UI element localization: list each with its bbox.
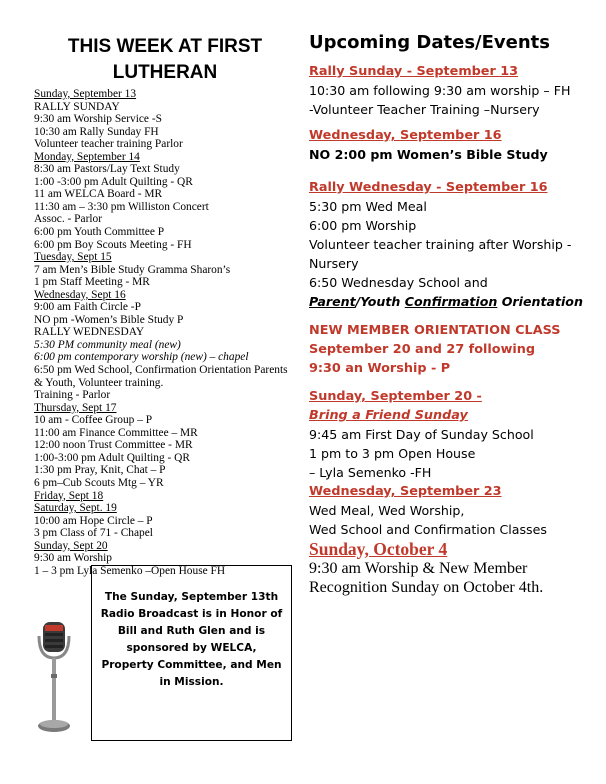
event-line: Recognition Sunday on October 4th. xyxy=(309,579,544,596)
schedule-entry: 1:00-3:00 pm Adult Quilting - QR xyxy=(34,451,190,464)
event-heading: Rally Wednesday - September 16 xyxy=(309,180,548,195)
schedule-entry: 9:00 am Faith Circle -P xyxy=(34,301,141,314)
event-line: 9:30 am Worship & New Member xyxy=(309,560,528,577)
event-heading: Rally Sunday - September 13 xyxy=(309,64,519,79)
event-line: 5:30 pm Wed Meal xyxy=(309,199,427,214)
schedule-entry: 1:00 -3:00 pm Adult Quilting - QR xyxy=(34,175,193,188)
schedule-entry: Volunteer teacher training Parlor xyxy=(34,138,183,151)
schedule-day-heading: Sunday, Sept 20 xyxy=(34,539,108,552)
event-heading: Sunday, September 20 - xyxy=(309,389,482,404)
event-line: 9:30 an Worship - P xyxy=(309,361,451,376)
event-wed-sep23 xyxy=(309,482,601,539)
weekly-schedule xyxy=(34,88,304,577)
microphone-icon xyxy=(34,622,74,734)
this-week-title xyxy=(30,34,300,86)
event-line: Volunteer teacher training after Worship - xyxy=(309,237,572,252)
event-subheading: Bring a Friend Sunday xyxy=(309,408,468,423)
schedule-day-heading: Friday, Sept 18 xyxy=(34,489,104,502)
schedule-entry: 11 am WELCA Board - MR xyxy=(34,188,163,201)
event-line: September 20 and 27 following xyxy=(309,342,536,357)
radio-box-line: Bill and Ruth Glen and is xyxy=(117,625,266,637)
radio-box-line: in Mission. xyxy=(159,676,224,688)
confirmation-word: Confirmation xyxy=(404,294,498,309)
schedule-day-heading: Saturday, Sept. 19 xyxy=(34,502,117,515)
event-heading: Wednesday, September 23 xyxy=(309,484,502,499)
schedule-entry: 11:00 am Finance Committee – MR xyxy=(34,426,198,439)
event-sun-sep20 xyxy=(309,387,601,482)
radio-broadcast-box xyxy=(91,565,292,741)
schedule-entry: 10 am - Coffee Group – P xyxy=(34,414,153,427)
event-wed-sep16 xyxy=(309,126,601,164)
schedule-entry: 9:30 am Worship Service -S xyxy=(34,113,162,126)
schedule-entry: 5:30 PM community meal (new) xyxy=(34,338,181,351)
schedule-entry: 6:00 pm Boy Scouts Meeting - FH xyxy=(34,238,192,251)
schedule-entry: 10:00 am Hope Circle – P xyxy=(34,514,153,527)
schedule-entry: 6:00 pm contemporary worship (new) – chapel xyxy=(34,351,249,364)
schedule-entry: RALLY SUNDAY xyxy=(34,100,120,113)
event-rally-sunday xyxy=(309,62,601,119)
schedule-entry: 10:30 am Rally Sunday FH xyxy=(34,125,159,138)
schedule-entry: NO pm -Women’s Bible Study P xyxy=(34,313,184,326)
event-line-orientation xyxy=(309,292,601,311)
this-week-title-line: LUTHERAN xyxy=(112,62,218,83)
radio-box-line: sponsored by WELCA, xyxy=(126,642,257,654)
event-line: 10:30 am following 9:30 am worship – FH xyxy=(309,83,571,98)
event-line: Wed School and Confirmation Classes xyxy=(309,522,547,537)
schedule-entry: 9:30 am Worship xyxy=(34,552,112,565)
event-line: -Volunteer Teacher Training –Nursery xyxy=(309,102,540,117)
event-heading: Wednesday, September 16 xyxy=(309,128,502,143)
event-line: 1 pm to 3 pm Open House xyxy=(309,446,476,461)
event-new-member-class xyxy=(309,321,601,378)
event-line: – Lyla Semenko -FH xyxy=(309,465,432,480)
event-heading: NEW MEMBER ORIENTATION CLASS xyxy=(309,323,561,338)
radio-box-line: The Sunday, September 13th xyxy=(104,591,279,603)
schedule-entry: 12:00 noon Trust Committee - MR xyxy=(34,439,193,452)
event-heading: Sunday, October 4 xyxy=(309,539,448,559)
schedule-entry: 7 am Men’s Bible Study Gramma Sharon’s xyxy=(34,263,231,276)
schedule-day-heading: Tuesday, Sept 15 xyxy=(34,251,112,264)
schedule-day-heading: Monday, September 14 xyxy=(34,150,140,163)
schedule-entry: 6:50 pm Wed School, Confirmation Orientation Parents xyxy=(34,364,288,377)
radio-box-line: Property Committee, and Men xyxy=(101,659,282,671)
schedule-entry: RALLY WEDNESDAY xyxy=(34,326,145,339)
schedule-entry: 8:30 am Pastors/Lay Text Study xyxy=(34,163,180,176)
schedule-entry: 1 pm Staff Meeting - MR xyxy=(34,276,150,289)
event-line: 9:45 am First Day of Sunday School xyxy=(309,427,534,442)
event-line: Nursery xyxy=(309,256,359,271)
event-sun-oct4 xyxy=(309,539,601,597)
schedule-entry: 11:30 am – 3:30 pm Williston Concert xyxy=(34,200,209,213)
schedule-entry: 3 pm Class of 71 - Chapel xyxy=(34,527,153,540)
event-line: 6:00 pm Worship xyxy=(309,218,417,233)
this-week-title-line: THIS WEEK AT FIRST xyxy=(67,36,263,57)
schedule-entry: 6 pm–Cub Scouts Mtg – YR xyxy=(34,476,164,489)
schedule-entry: Assoc. - Parlor xyxy=(34,213,103,226)
schedule-entry: 1 – 3 pm Lyla Semenko –Open House FH xyxy=(34,564,226,577)
upcoming-events-title: Upcoming Dates/Events xyxy=(309,32,550,53)
event-line: 6:50 Wednesday School and xyxy=(309,275,488,290)
youth-word: /Youth xyxy=(355,294,405,309)
schedule-day-heading: Thursday, Sept 17 xyxy=(34,401,117,414)
schedule-entry: & Youth, Volunteer training. xyxy=(34,376,164,389)
schedule-day-heading: Sunday, September 13 xyxy=(34,88,137,100)
schedule-entry: Training - Parlor xyxy=(34,389,111,402)
parent-word: Parent xyxy=(309,294,356,309)
orientation-word: Orientation xyxy=(497,294,583,309)
schedule-entry: 6:00 pm Youth Committee P xyxy=(34,226,165,239)
radio-box-line: Radio Broadcast is in Honor of xyxy=(100,608,283,620)
event-line: NO 2:00 pm Women’s Bible Study xyxy=(309,147,548,162)
schedule-day-heading: Wednesday, Sept 16 xyxy=(34,288,126,301)
event-rally-wednesday xyxy=(309,178,601,311)
event-line: Wed Meal, Wed Worship, xyxy=(309,503,465,518)
schedule-entry: 1:30 pm Pray, Knit, Chat – P xyxy=(34,464,166,477)
